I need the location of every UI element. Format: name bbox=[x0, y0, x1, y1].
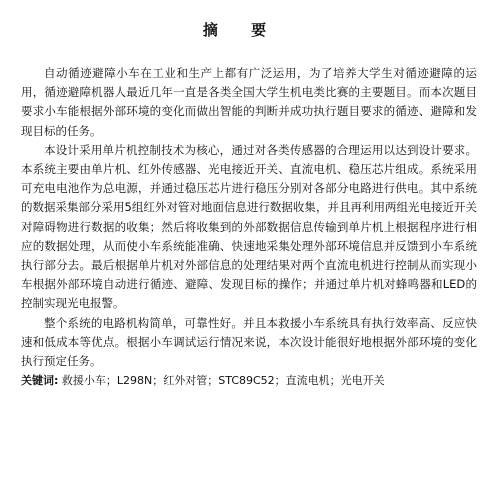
keywords-line bbox=[21, 371, 477, 390]
abstract-paragraph: 自动循迹避障小车在工业和生产上都有广泛运用，为了培养大学生对循迹避障的运用，循迹避障机器人最近几年一直是各类全国大学生机电类比赛的主要题目。而本次题目要求小车能根据外部环境的变化而做出智能的判断并成功执行题目要求的循迹、避障和发现目标的任务。 bbox=[21, 66, 477, 138]
keywords-values: 救援小车；L298N；红外对管；STC89C52；直流电机；光电开关 bbox=[61, 374, 385, 388]
page-title: 摘 要 bbox=[202, 21, 281, 39]
abstract-paragraph: 本设计采用单片机控制技术为核心，通过对各类传感器的合理运用以达到设计要求。本系统主要由单片机、红外传感器、光电接近开关、直流电机、稳压芯片组成。系统采用可充电电池作为总电源，并通过稳压芯片进行稳压分别对各部分电路进行供电。其中系统的数据采集部分采用5组红外对管对地面信息进行数据收集，并且再利用两组光电接近开关对障碍物进行数据的收集；然后将收集到的外部数据信息传输到单片机上根据程序进行相应的数据处理，从而使小车系统能准确、快速地采集处理外部环境信息并反馈到小车系统执行部分去。最后根据单片机对外部信息的处理结果对两个直流电机进行控制从而实现小车根据外部环境自动进行循迹、避障、发现目标的操作；并通过单片机对蜂鸣器和LED的控制实现光电报警。 bbox=[21, 142, 477, 311]
abstract-paragraph: 整个系统的电路机构简单，可靠性好。并且本救援小车系统具有执行效率高、反应快速和低成本等优点。根据小车调试运行情况来说，本次设计能很好地根据外部环境的变化执行预定任务。 bbox=[21, 315, 477, 369]
abstract-body bbox=[21, 64, 477, 390]
keywords-label: 关键词: bbox=[21, 374, 59, 388]
